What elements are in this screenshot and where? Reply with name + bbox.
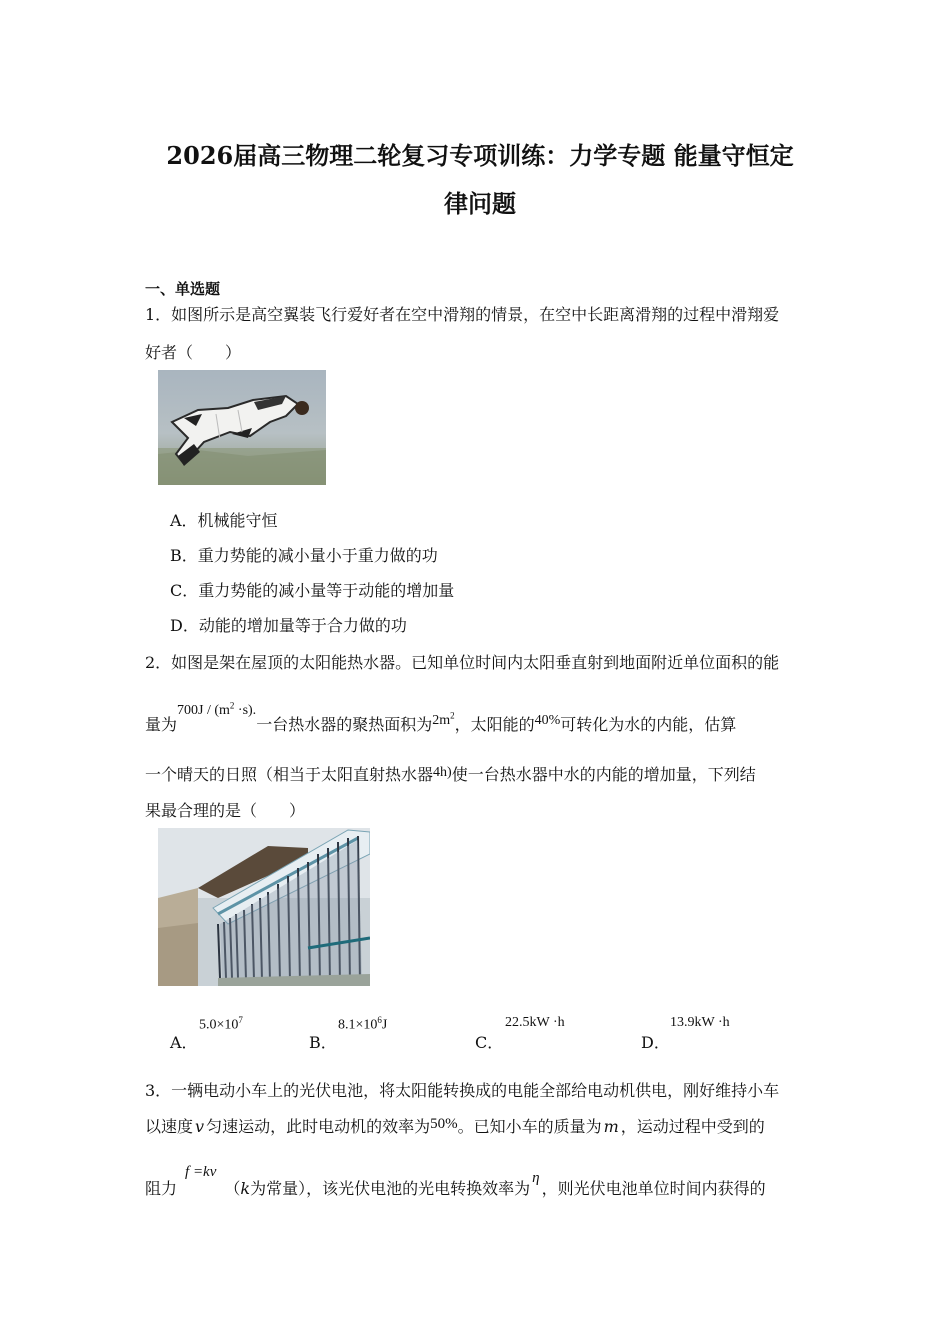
q2-option-c-label: C．: [475, 1033, 504, 1052]
q3-stem-line-3: [145, 1164, 766, 1199]
document-title-line-2: 律问题: [444, 189, 516, 218]
q3-text: 匀速运动，此时电动机的效率为: [206, 1117, 431, 1136]
q3-resistance-formula: [185, 1164, 216, 1180]
q2-option-a-value: [199, 1015, 243, 1034]
q2-percent: 40%: [534, 713, 561, 728]
q3-text: 以速度: [145, 1117, 194, 1136]
q1-option-a: A．机械能守恒: [170, 511, 278, 530]
q2-energy-flux-formula: [177, 700, 257, 718]
q3-text: 为常量），该光伏电池的光电转换效率为: [250, 1179, 531, 1198]
section-heading: 一、单选题: [145, 280, 221, 298]
q3-text: 。已知小车的质量为: [457, 1117, 602, 1136]
q2-option-b-label: B．: [309, 1033, 337, 1052]
q2-area-sup: 2: [450, 710, 455, 721]
q2-option-a-number: 5.0×10: [199, 1017, 239, 1033]
q2-stem-line-3: [145, 762, 756, 785]
q2-solar-heater-photo: [158, 828, 370, 986]
q2-area-formula: [432, 710, 455, 728]
q2-option-a-exponent: 7: [238, 1015, 243, 1025]
q2-stem-line-1: 2．如图是架在屋顶的太阳能热水器。已知单位时间内太阳垂直射到地面附近单位面积的能: [145, 653, 780, 672]
q1-option-b: B．重力势能的减小量小于重力做的功: [170, 546, 438, 565]
q2-option-c-value: 22.5kW ·h: [505, 1015, 565, 1030]
q2-text: 一个晴天的日照（相当于太阳直射热水器: [145, 765, 434, 784]
q2-option-a-label: A．: [170, 1033, 198, 1052]
q3-text: ，则光伏电池单位时间内获得的: [541, 1179, 766, 1198]
q2-option-d-value: 13.9kW ·h: [670, 1015, 730, 1030]
q2-area-value: 2m: [432, 713, 451, 728]
q3-mass-symbol: m: [603, 1117, 619, 1136]
q3-velocity-symbol: v: [195, 1117, 205, 1136]
q2-option-d-label: D．: [641, 1033, 670, 1052]
q1-option-d: D．动能的增加量等于合力做的功: [170, 616, 407, 635]
q1-wingsuit-photo: [158, 370, 326, 485]
q2-formula-sup: 2: [229, 700, 235, 711]
q3-stem-line-1: 3．一辆电动小车上的光伏电池，将太阳能转换成的电能全部给电动机供电，刚好维持小车: [145, 1081, 780, 1100]
q3-efficiency-percent: 50%: [430, 1116, 458, 1132]
q3-constant-symbol: k: [240, 1179, 251, 1198]
q2-option-b-value: [338, 1015, 387, 1034]
q2-option-b-number: 8.1×10: [338, 1017, 378, 1033]
q2-option-b-exponent: 6: [377, 1015, 382, 1025]
q2-text: 量为: [145, 715, 178, 734]
q1-stem-line-2: 好者（ ）: [145, 343, 242, 362]
q2-option-b-unit: J: [381, 1017, 388, 1033]
q2-stem-line-4: 果最合理的是（ ）: [145, 801, 306, 820]
q3-stem-line-2: [145, 1114, 765, 1137]
q3-force-symbol: f: [185, 1164, 190, 1180]
q3-text: 阻力: [145, 1179, 178, 1198]
q2-stem-line-2: [145, 700, 737, 735]
q2-text: 一台热水器的聚热面积为: [256, 715, 433, 734]
document-title-line-1: 2026届高三物理二轮复习专项训练：力学专题 能量守恒定: [166, 141, 794, 170]
q2-hours: 4h): [433, 765, 452, 780]
q2-formula-text: 700J / (m: [177, 703, 230, 718]
q3-eta-symbol: η: [532, 1170, 540, 1186]
q2-text: 使一台热水器中水的内能的增加量，下列结: [451, 765, 756, 784]
q3-formula-rhs: =kv: [189, 1164, 217, 1180]
q1-stem-line-1: 1．如图所示是高空翼装飞行爱好者在空中滑翔的情景，在空中长距离滑翔的过程中滑翔爱: [145, 305, 780, 324]
q2-text: 可转化为水的内能，估算: [560, 715, 737, 734]
q3-text: ，运动过程中受到的: [620, 1117, 765, 1136]
q2-text: ，太阳能的: [454, 715, 535, 734]
q3-text: （: [224, 1179, 241, 1198]
q1-option-c: C．重力势能的减小量等于动能的增加量: [170, 581, 455, 600]
q2-formula-tail: ·s).: [234, 703, 257, 718]
